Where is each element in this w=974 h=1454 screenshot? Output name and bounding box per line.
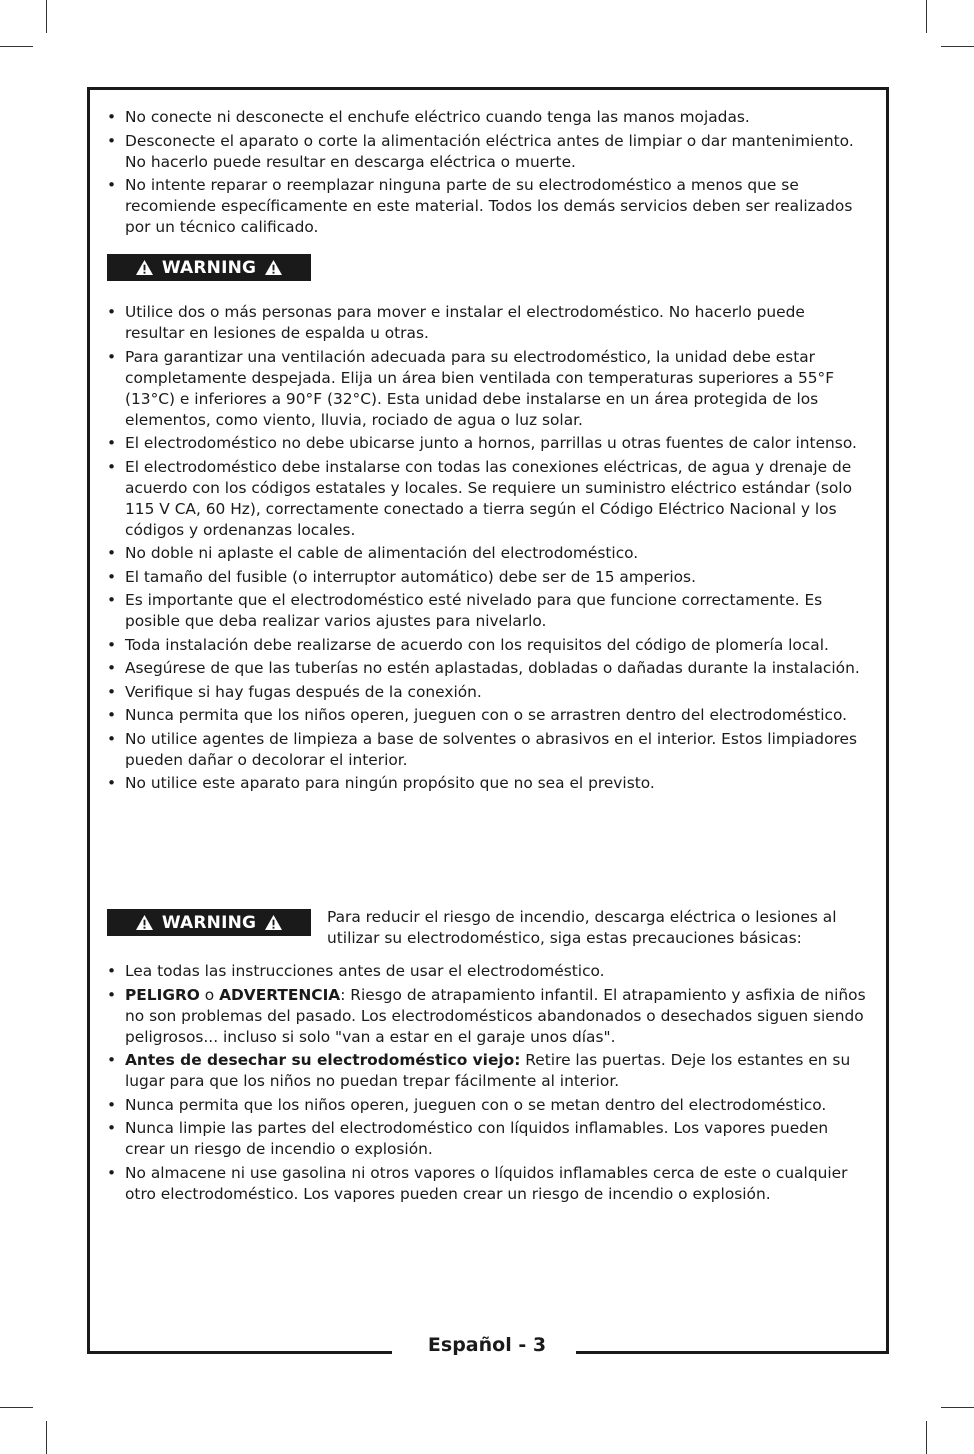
list-item: • Utilice dos o más personas para mover e instalar el electrodoméstico. No hacerlo puede resultar en lesiones de espalda u otras. [107, 302, 867, 344]
list-item: • Es importante que el electrodoméstico esté nivelado para que funcione correctamente. Es posible que deba realizar varios ajustes para nivelarlo. [107, 590, 867, 632]
crop-mark [941, 46, 974, 47]
warning-label: WARNING [161, 912, 257, 933]
list-item: • El electrodoméstico no debe ubicarse junto a hornos, parrillas u otras fuentes de calor intenso. [107, 433, 867, 454]
list-item: • Toda instalación debe realizarse de acuerdo con los requisitos del código de plomería local. [107, 635, 867, 656]
warning-banner [107, 254, 311, 281]
list-item: • Para garantizar una ventilación adecuada para su electrodoméstico, la unidad debe estar completamente despejada. Elija un área bien ventilada con temperaturas superiores a 55°F (13°C) e inferiores a 90°F (32°C). Esta unidad debe instalarse en un área protegida de los elementos, como viento, lluvia, rociado de agua o luz solar. [107, 347, 867, 431]
list-item [107, 1050, 867, 1092]
list-item: • Asegúrese de que las tuberías no estén aplastadas, dobladas o dañadas durante la instalación. [107, 658, 867, 679]
safety-list-precautions [107, 961, 867, 1207]
list-item: • Nunca permita que los niños operen, jueguen con o se metan dentro del electrodoméstico. [107, 1095, 867, 1116]
warning-banner [107, 909, 311, 936]
connector-text: o [199, 985, 220, 1004]
list-item: • Nunca permita que los niños operen, jueguen con o se arrastren dentro del electrodoméstico. [107, 705, 867, 726]
item-text: Retire las puertas. Deje los estantes en su lugar para que los niños no puedan trepar fácilmente al interior. [125, 1051, 851, 1090]
crop-mark [0, 1407, 33, 1408]
list-item: • No conecte ni desconecte el enchufe eléctrico cuando tenga las manos mojadas. [107, 107, 867, 128]
list-item: • Lea todas las instrucciones antes de usar el electrodoméstico. [107, 961, 867, 982]
disposal-heading: Antes de desechar su electrodoméstico viejo: [125, 1051, 521, 1069]
list-item: • No utilice agentes de limpieza a base de solventes o abrasivos en el interior. Estos limpiadores pueden dañar o decolorar el interior. [107, 729, 867, 771]
list-item: • El electrodoméstico debe instalarse con todas las conexiones eléctricas, de agua y drenaje de acuerdo con los códigos estatales y locales. Se requiere un suministro eléctrico estándar (solo 115 V CA, 60 Hz), correctamente conectado a tierra según el Código Eléctrico Nacional y los códigos y ordenanzas locales. [107, 457, 867, 541]
list-item: • No doble ni aplaste el cable de alimentación del electrodoméstico. [107, 543, 867, 564]
crop-mark [46, 1421, 47, 1454]
item-text: : Riesgo de atrapamiento infantil. El atrapamiento y asfixia de niños no son problemas del pasado. Los electrodomésticos abandonados o desechados siguen siendo peligrosos... incluso si solo "van a estar en el garaje unos días". [125, 985, 866, 1046]
warning-triangle-icon [264, 259, 283, 276]
warning-triangle-icon [135, 259, 154, 276]
warning-label: WARNING [161, 257, 257, 278]
warning-intro-text: Para reducir el riesgo de incendio, descarga eléctrica o lesiones al utilizar su electrodoméstico, siga estas precauciones básicas: [327, 908, 837, 947]
list-item: • No intente reparar o reemplazar ninguna parte de su electrodoméstico a menos que se recomiende específicamente en este material. Todos los demás servicios deben ser realizados por un técnico calificado. [107, 175, 867, 238]
safety-list-general [107, 107, 867, 241]
list-item: • No almacene ni use gasolina ni otros vapores o líquidos inflamables cerca de este o cualquier otro electrodoméstico. Los vapores pueden crear un riesgo de incendio o explosión. [107, 1163, 867, 1205]
warning-triangle-icon [264, 914, 283, 931]
safety-list-installation [107, 302, 867, 797]
warning-triangle-icon [135, 914, 154, 931]
page-number: Español - 3 [427, 1334, 547, 1356]
danger-label: PELIGRO [125, 985, 200, 1004]
list-item: • Nunca limpie las partes del electrodoméstico con líquidos inflamables. Los vapores pueden crear un riesgo de incendio o explosión. [107, 1118, 867, 1160]
list-item: • El tamaño del fusible (o interruptor automático) debe ser de 15 amperios. [107, 567, 867, 588]
warning-word: ADVERTENCIA [219, 985, 341, 1004]
list-item: • Verifique si hay fugas después de la conexión. [107, 682, 867, 703]
crop-mark [926, 1421, 927, 1454]
crop-mark [46, 0, 47, 33]
crop-mark [941, 1407, 974, 1408]
list-item [107, 985, 867, 1048]
crop-mark [0, 46, 33, 47]
list-item: • Desconecte el aparato o corte la alimentación eléctrica antes de limpiar o dar mantenimiento. No hacerlo puede resultar en descarga eléctrica o muerte. [107, 131, 867, 173]
crop-mark [926, 0, 927, 33]
list-item: • No utilice este aparato para ningún propósito que no sea el previsto. [107, 773, 867, 794]
